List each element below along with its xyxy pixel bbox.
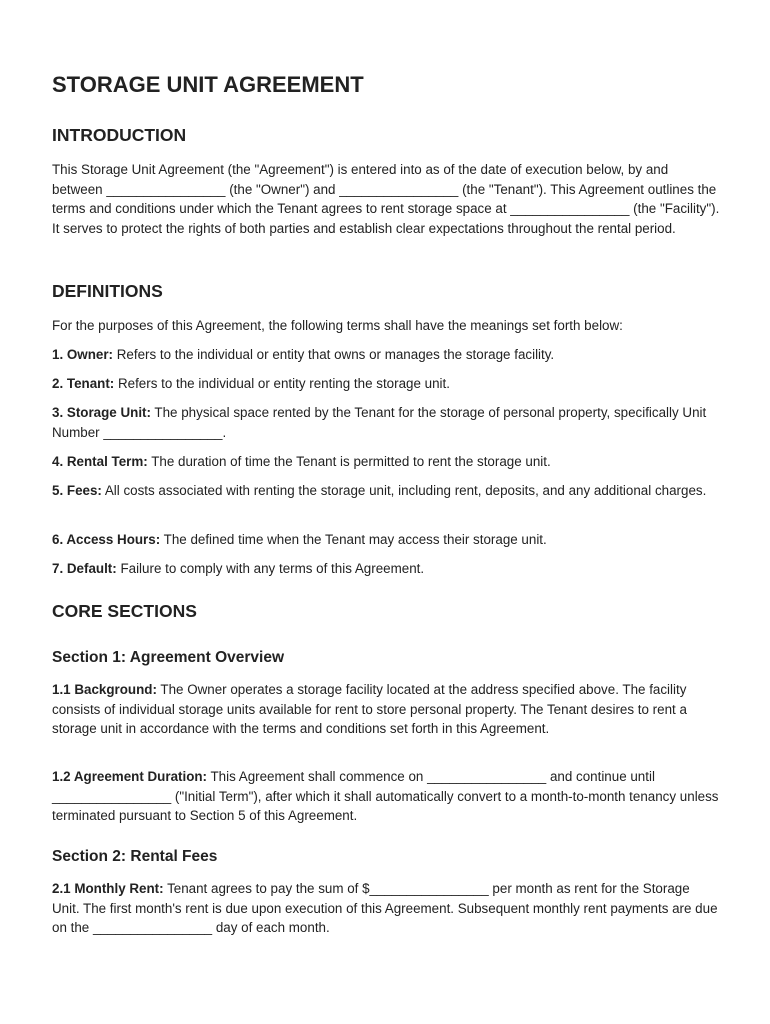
definition-term: 5. Fees: [52, 483, 102, 498]
definition-text: The physical space rented by the Tenant for the storage of personal property, specifically Unit Number ________________. [52, 405, 707, 440]
definitions-intro: For the purposes of this Agreement, the following terms shall have the meanings set forth below: [52, 318, 623, 333]
definition-item-default [52, 559, 720, 579]
section-1-heading: Section 1: Agreement Overview [52, 649, 285, 666]
definition-item-storage-unit [52, 403, 720, 442]
definition-term: 4. Rental Term: [52, 454, 148, 469]
definition-text: The duration of time the Tenant is permitted to rent the storage unit. [147, 454, 551, 469]
definition-term: 1. Owner: [52, 347, 114, 362]
definition-text: Failure to comply with any terms of this Agreement. [116, 561, 425, 576]
introduction-body: This Storage Unit Agreement (the "Agreement") is entered into as of the date of execution below, by and between ________________ (the "Owner") and ________________ (the "Tenant"). This Agreement outlines the terms and conditions under which the Tenant agrees to rent storage space at ________________ (the "Facility"). It serves to protect the rights of both parties and establish clear expectations throughout the rental period. [52, 162, 720, 236]
section-1-1-paragraph [52, 680, 720, 739]
definition-term: 7. Default: [52, 561, 117, 576]
definition-text: The defined time when the Tenant may access their storage unit. [160, 532, 547, 547]
section-1-2-paragraph [52, 767, 720, 826]
definition-item-rental-term [52, 452, 720, 472]
core-sections-heading: CORE SECTIONS [52, 601, 197, 621]
section-2-heading: Section 2: Rental Fees [52, 848, 218, 865]
clause-text: Tenant agrees to pay the sum of $________________ per month as rent for the Storage Unit. The first month's rent is due upon execution of this Agreement. Subsequent monthly rent payments are due on the ________________ day of each month. [52, 881, 718, 935]
definition-text: All costs associated with renting the storage unit, including rent, deposits, and any additional charges. [101, 483, 707, 498]
definitions-heading: DEFINITIONS [52, 281, 163, 301]
definition-item-tenant [52, 374, 720, 394]
clause-term: 1.1 Background: [52, 682, 157, 697]
section-2-1-paragraph [52, 879, 720, 938]
document-title: STORAGE UNIT AGREEMENT [52, 72, 364, 97]
definition-text: Refers to the individual or entity renting the storage unit. [114, 376, 450, 391]
definition-item-owner [52, 345, 720, 365]
definition-item-fees [52, 481, 720, 501]
definition-term: 3. Storage Unit: [52, 405, 151, 420]
clause-text: This Agreement shall commence on ________________ and continue until ________________ ("Initial Term"), after which it shall automatically convert to a month-to-month tenancy unless terminated pursuant to Section 5 of this Agreement. [52, 769, 719, 823]
definition-term: 6. Access Hours: [52, 532, 161, 547]
introduction-heading: INTRODUCTION [52, 125, 187, 145]
definition-term: 2. Tenant: [52, 376, 115, 391]
definition-item-access-hours [52, 530, 720, 550]
clause-text: The Owner operates a storage facility located at the address specified above. The facility consists of individual storage units available for rent to store personal property. The Tenant desires to rent a storage unit in accordance with the terms and conditions set forth in this Agreement. [52, 682, 687, 736]
definition-text: Refers to the individual or entity that owns or manages the storage facility. [113, 347, 555, 362]
clause-term: 2.1 Monthly Rent: [52, 881, 164, 896]
clause-term: 1.2 Agreement Duration: [52, 769, 208, 784]
